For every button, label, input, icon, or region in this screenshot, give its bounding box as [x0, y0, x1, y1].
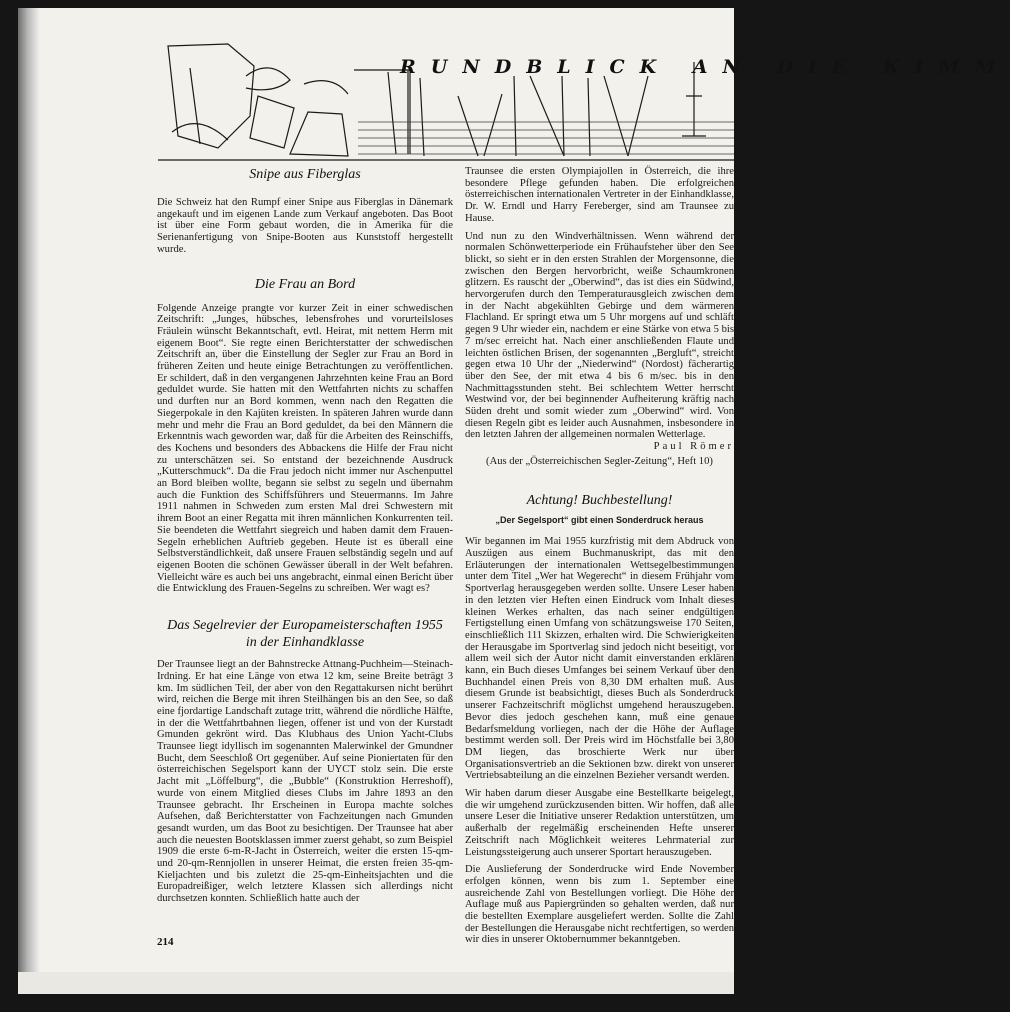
article-subtitle-bestellung: „Der Segelsport“ gibt einen Sonderdruck heraus [495, 514, 704, 525]
magazine-page [18, 8, 1010, 994]
article-title-traunsee-line1: Das Segelrevier der Europameisterschaften 1955 [167, 618, 443, 634]
page-number: 214 [157, 936, 174, 948]
header-title: RUNDBLICK AN DIE KIMM [400, 56, 1010, 78]
article-body-bestellung-3: Die Auslieferung der Sonderdrucke wird Ende November erfolgen können, wenn bis zum 1. September eine ausreichende Zahl von Bestellungen vorliegt. Die Höhe der Auflage muß aus Papiergründen so gehalten werden, daß nur die bestellten Exemplare ausgeliefert werden. Sollte die Zahl der Bestellungen die Herausgabe nicht rechtfertigen, so werden wir dies in unserer Oktobernummer bekanntgeben. [465, 864, 734, 946]
source-citation: (Aus der „Österreichischen Segler-Zeitung“, Heft 10) [486, 455, 713, 467]
article-body-frau: Folgende Anzeige prangte vor kurzer Zeit in einer schwedischen Zeitschrift: „Junges, hübsches, lebensfrohes und vorurteilsloses Fräulein wünscht Bekanntschaft, evtl. Heirat, mit nettem Herrn mit eigenem Boot“. Sie regte einen Berichterstatter der schwedischen Zeitschrift an, über die Einstellung der Segler zur Frau an Bord in früheren Zeiten und heute einige Betrachtungen zu veröffentlichen. Er schildert, daß in den vergangenen Jahrzehnten keine Frau an Bord geduldet wurde. Sie hatten mit den Wettfahrten nichts zu schaffen und durften nur an Bord kommen, wenn nach den Regatten die Siegerpokale in den Kajüten kreisten. In späteren Jahren wurde dann mehr und mehr die Frau an Bord geduldet, da bei den Männern die Erkenntnis wach geworden war, daß für die Arbeiten des Reinschiffs, des Kochens und besonders des Abbackens die Hilfe der Frau nicht zu unterschätzen sei. So entstand der bezeichnende Ausdruck „Kutterschmuck“. Da die Frau jedoch nicht immer nur Aschenputtel an Bord bleiben wollte, begann sie selbst zu segeln und übernahm auch die Funktion des Schiffsführers und Steuermanns. Im Jahre 1911 nahmen in Schweden zum ersten Mal drei Schwestern mit ihrem Boot an einer Regatta mit ihren männlichen Konkurrenten teil. Sie beendeten die Wettfahrt siegreich und haben damit dem Frauen-Segeln erheblichen Auftrieb gegeben. Heute ist es überall eine Selbstverständlichkeit, daß unsere Frauen selbständig segeln und auf eigenen Booten die schönen Gewässer überall in der Welt befahren. Vielleicht wäre es auch bei uns angebracht, einmal einen Bericht über die Entwicklung des Frauen-Segelns zu schreiben. Wer wagt es? [157, 302, 453, 595]
right-column [465, 166, 734, 946]
article-body-traunsee-wind: Und nun zu den Windverhältnissen. Wenn während der normalen Schönwetterperiode ein Frühaufsteher über den See blickt, so sieht er in den ersten Strahlen der Morgensonne, die zwischen den Bergen hervorbricht, weiße Schaumkronen glitzern. Es rauscht der „Oberwind“, das ist dies ein Südwind, hervorgerufen durch den Temperaturausgleich zwischen dem in der Nacht abgekühlten Gebirge und dem wärmeren Flachland. Er springt etwa um 5 Uhr morgens auf und schläft gegen 9 Uhr wieder ein, nachdem er eine Stärke von etwa 5 bis 7 m/sec erreicht hat. Nach einer anschließenden Flaute und leichten östlichen Brisen, der sogenannten „Bergluft“, streicht gegen etwa 10 Uhr der „Niederwind“ (Nordost) fächerartig über den See, der mit etwa 4 bis 6 m/sec. bis in den Nachmittagsstunden steht. Bei schlechtem Wetter herrscht Westwind vor, der bei beginnender Aufheiterung kräftig nach Süden dreht und somit wieder zum „Oberwind“ wird. Von diesen Regeln gibt es leider auch Ausnahmen, insbesondere in den letzten Jahren der allgemeinen normalen Wetterlage. [465, 230, 734, 441]
article-body-bestellung-1: Wir begannen im Mai 1955 kurzfristig mit dem Abdruck von Auszügen aus einem Buchmanuskript, das mit den Erläuterungen der internationalen Wettsegelbestimmungen unter dem Titel „Wer hat Wegerecht“ in diesem Frühjahr vom Sportverlag herausgegeben werden sollte. Unsere Leser haben in den letzten vier Heften einen Eindruck vom Inhalt dieses kleinen Werkes erhalten, das nach seiner endgültigen Fertigstellung einen Umfang von schätzungsweise 170 Seiten, einschließlich 111 Skizzen, erhalten wird. Die Schwierigkeiten der Herausgabe im Sportverlag sind jedoch nicht beseitigt, vor allem weil sich der Autor nicht damit einverstanden erklären kann, ein Buch dieses Umfanges bei seinem Verkauf über den Buchhandel einen Preis von 8,30 DM erhalten muß. Aus diesem Grunde ist beabsichtigt, dieses Buch als Sonderdruck unserer Fachzeitschrift möglichst umgehend herauszugeben. Bevor dies jedoch geschehen kann, muß eine genaue Bedarfsmeldung vorliegen, nach der die Höhe der Auflage bestimmt werden soll. Der Preis wird im Höchstfalle bei 3,80 DM liegen, das broschierte Werk nur über Organisationsvertrieb an die Sektionen bzw. direkt von unserer Vertriebsabteilung an die einzelnen Bezieher versandt werden. [465, 536, 734, 782]
author-signature: Paul Römer [653, 441, 734, 453]
book-gutter-shadow [18, 8, 40, 994]
article-title-frau: Die Frau an Bord [254, 276, 356, 292]
article-body-snipe: Die Schweiz hat den Rumpf einer Snipe aus Fiberglas in Dänemark angekauft und im eigenen Lande zum Verkauf angeboten. Das Boot ist über eine Form gebaut worden, die in Amerika für die Serienanfertigung von Snipe-Booten aus Kunststoff hergestellt wurde. [157, 197, 453, 255]
left-column [157, 166, 453, 905]
article-body-traunsee: Der Traunsee liegt an der Bahnstrecke Attnang-Puchheim—Steinach-Irdning. Er hat eine Länge von etwa 12 km, seine Breite beträgt 3 km. Im südlichen Teil, der aber von den Regattakursen nicht berührt wird, reichen die Berge mit ihren Steilhängen bis an den See, so daß eine fjordartige Landschaft zutage tritt, während die nördliche Hälfte, in der die Wettfahrtbahnen liegen, offener ist und von der Kurstadt Gmunden gekrönt wird. Das Klubhaus des Union Yacht-Clubs Traunsee liegt idyllisch im sogenannten Malerwinkel der Gmundner Bucht, dem Seeschloß Ort gegenüber. Auf seine Pioniertaten für den österreichischen Segelsport kann der UYCT stolz sein. Die erste Jacht mit „Löffelburg“, die „Bubble“ (Konstruktion Herreshoff), wurde von einem Mitglied dieses Clubs im Jahre 1893 an den Traunsee gebracht. Ihr Erscheinen in Europa machte solches Aufsehen, daß Berichterstatter von Fachzeitungen nach Gmunden gesandt wurden, um das Boot zu besichtigen. Der Traunsee hat aber auch die neuesten Bootsklassen immer zuerst gehabt, so zum Beispiel 1909 die erste 6-m-R-Jacht in Österreich, weiter die ersten 15-qm- und 20-qm-Rennjollen in unserer Heimat, die ersten freien 35-qm-Kieljachten und bis zuletzt die 25-qm-Einheitsjachten und die Europadreißiger, welch letztere Klassen sich allerdings nicht durchsetzen konnten. Schließlich hatte auch der [157, 659, 453, 905]
article-title-traunsee-line2: in der Einhandklasse [245, 635, 365, 651]
article-title-bestellung: Achtung! Buchbestellung! [526, 492, 673, 508]
article-title-snipe: Snipe aus Fiberglas [249, 167, 361, 182]
article-body-traunsee-continued: Traunsee die ersten Olympiajollen in Österreich, die ihre besondere Pflege gefunden haben. Die erfolgreichen österreichischen internationalen Vertreter in der Einhandklasse, Dr. W. Erndl und Harry Fereberger, sind am Traunsee zu Hause. [465, 166, 734, 224]
page-bottom-margin [18, 972, 734, 994]
header-illustration [158, 36, 1010, 166]
article-body-bestellung-2: Wir haben darum dieser Ausgabe eine Bestellkarte beigelegt, die wir umgehend zurückzusenden bitten. Wir hoffen, daß alle unsere Leser die Initiative unserer Redaktion unterstützen, um außerhalb der regelmäßig erscheinenden Hefte unserer Zeitschrift nach Möglichkeit weiteres Lehrmaterial zur Leistungssteigerung auch unserer Sportart herauszugeben. [465, 788, 734, 858]
